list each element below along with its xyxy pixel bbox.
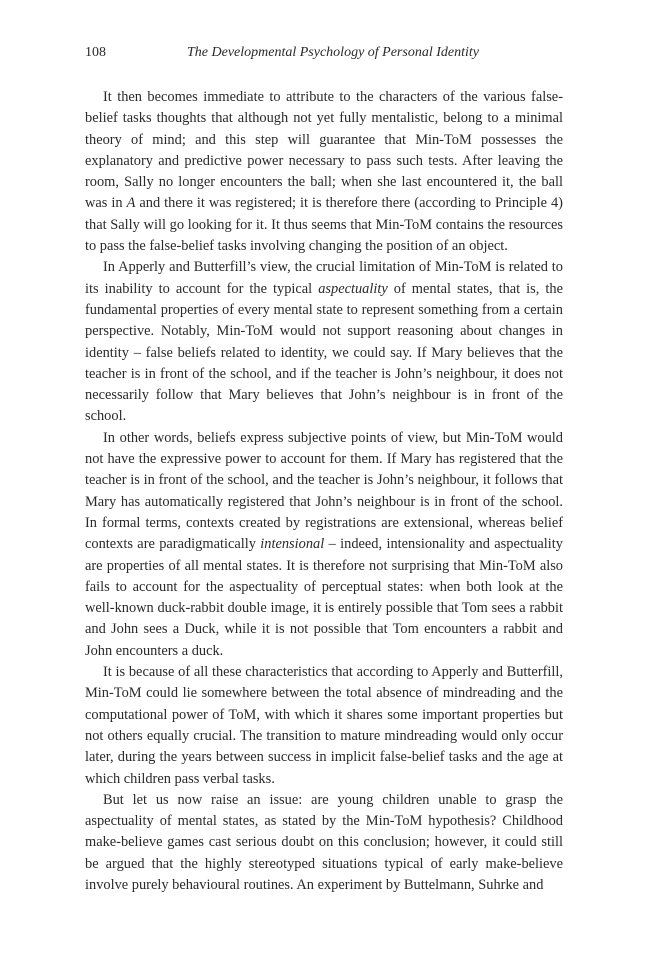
page-number: 108 <box>85 45 106 60</box>
paragraph-3: In other words, beliefs express subjective points of view, but Min-ToM would not have the expressive power to account for them. If Mary has registered that the teacher is in front of the school, and the teacher is John’s neighbour, it follows that Mary has automatically registered that John’s neighbour is in front of the school. In formal terms, contexts created by registrations are extensional, whereas belief contexts are paradigmatically intensional – indeed, intensionality and aspectuality are properties of all mental states. It is therefore not surprising that Min-ToM also fails to account for the aspectuality of perceptual states: when both look at the well-known duck-rabbit double image, it is entirely possible that Tom sees a rabbit and John sees a Duck, while it is not possible that Tom encounters a rabbit and John encounters a duck. <box>85 429 563 659</box>
paragraph-1: It then becomes immediate to attribute to the characters of the various false-belief tasks thoughts that although not yet fully mentalistic, belong to a minimal theory of mind; and this step will guarantee that Min-ToM possesses the explanatory and predictive power necessary to pass such tests. After leaving the room, Sally no longer encounters the ball; when she last encountered it, the ball was in A and there it was registered; it is therefore there (according to Principle 4) that Sally will go looking for it. It thus seems that Min-ToM contains the resources to pass the false-belief tasks involving changing the position of an object. <box>85 89 563 255</box>
body-text <box>85 87 563 896</box>
paragraph-2: In Apperly and Butterfill’s view, the crucial limitation of Min-ToM is related to its inability to account for the typical aspectuality of mental states, that is, the fundamental properties of every mental state to represent something from a certain perspective. Notably, Min-ToM would not support reasoning about changes in identity – false beliefs related to identity, we could say. If Mary believes that the teacher is in front of the school, and if the teacher is John’s neighbour, it does not necessarily follow that Mary believes that John’s neighbour is in front of the school. <box>85 259 563 425</box>
paragraph-5: But let us now raise an issue: are young children unable to grasp the aspectuality of mental states, as stated by the Min-ToM hypothesis? Childhood make-believe games cast serious doubt on this conclusion; however, it could still be argued that the highly stereotyped situations typical of early make-believe involve purely behavioural routines. An experiment by Buttelmann, Suhrke and <box>85 791 563 893</box>
running-title: The Developmental Psychology of Personal Identity <box>187 45 479 60</box>
italic-term: intensional <box>260 536 325 553</box>
italic-term: aspectuality <box>318 280 388 297</box>
running-header <box>85 43 563 63</box>
italic-term: A <box>126 195 136 212</box>
paragraph-4: It is because of all these characteristics that according to Apperly and Butterfill, Min-ToM could lie somewhere between the total absence of mindreading and the computational power of ToM, with which it shares some important properties but not others equally crucial. The transition to mature mindreading would only occur later, during the years between success in implicit false-belief tasks and the age at which children pass verbal tasks. <box>85 664 563 787</box>
